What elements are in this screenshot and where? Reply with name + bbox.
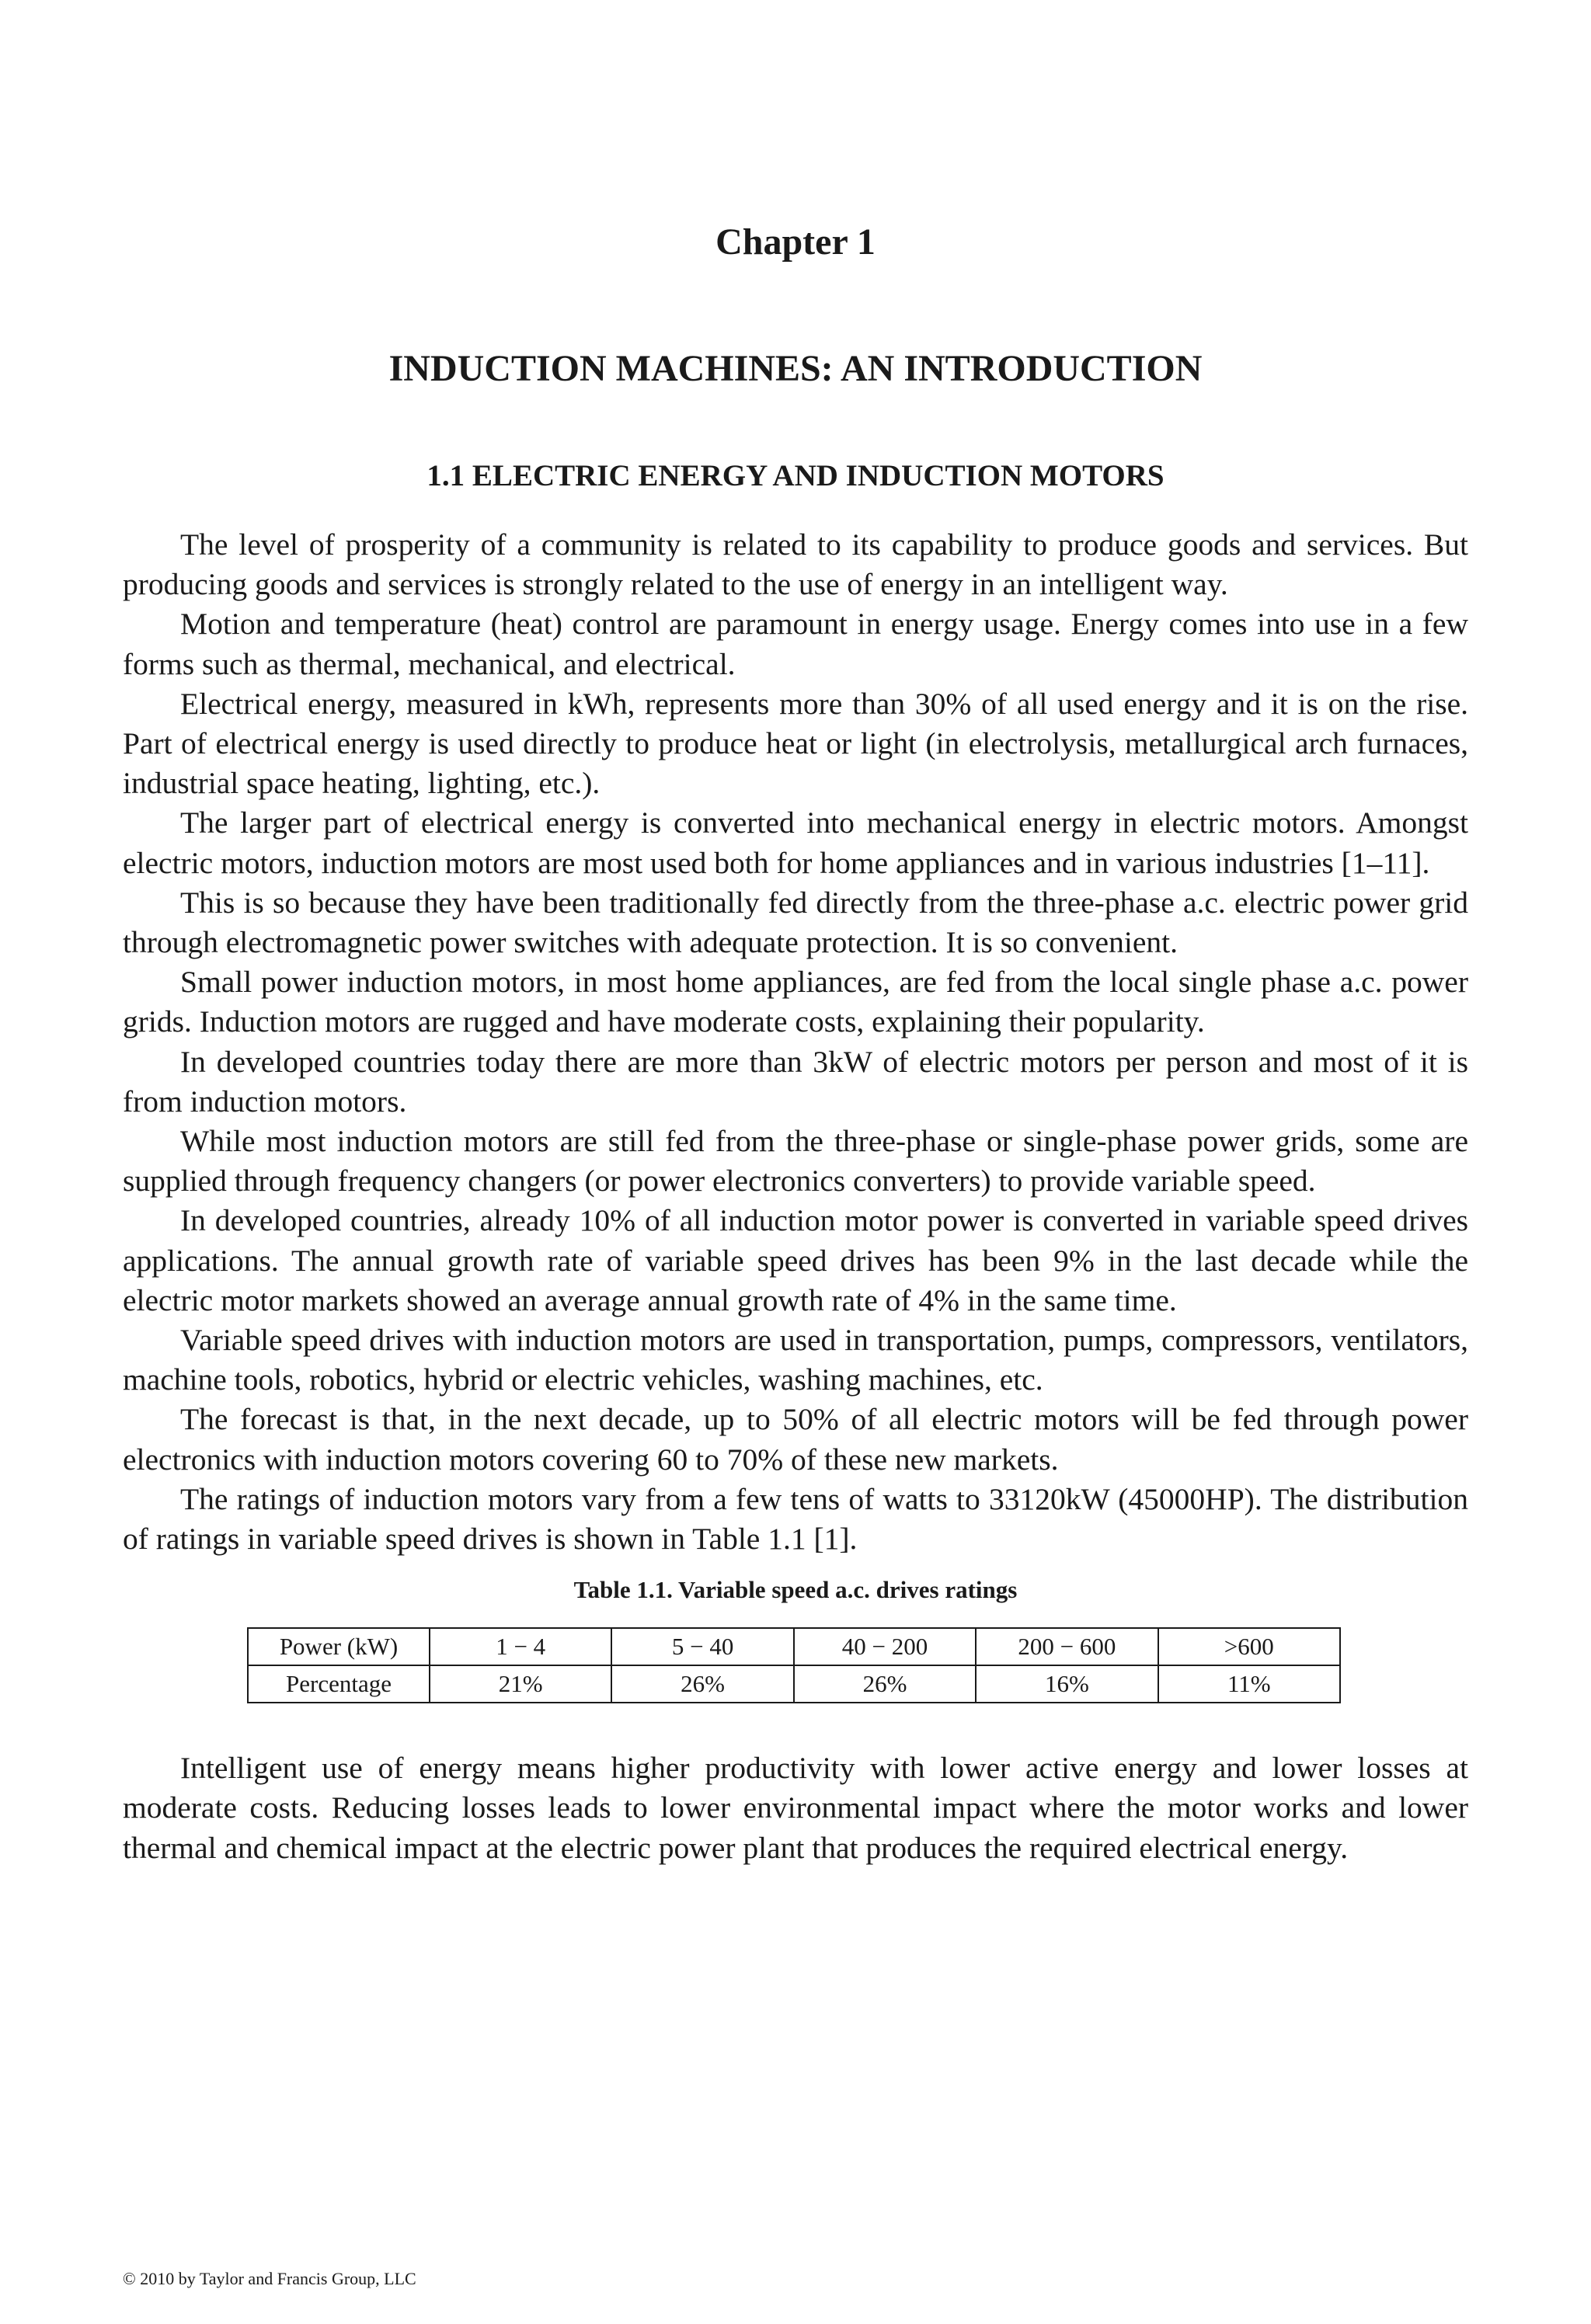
chapter-title: INDUCTION MACHINES: AN INTRODUCTION: [388, 348, 1203, 389]
paragraph: Electrical energy, measured in kWh, represents more than 30% of all used energy and it is on the rise. Part of electrical energy is used directly to produce heat or light (in electrolysis, metallurgical arch furnaces, industrial space heating, lighting, etc.).: [123, 686, 1468, 801]
paragraph: The ratings of induction motors vary from a few tens of watts to 33120kW (45000HP). The distribution of ratings in variable speed drives is shown in Table 1.1 [1].: [123, 1481, 1468, 1557]
table-row-power: [248, 1628, 1340, 1665]
table-cell-percentage: 21%: [430, 1665, 611, 1703]
table-cell-power: 5 − 40: [611, 1628, 793, 1665]
table-cell-percentage: 26%: [611, 1665, 793, 1703]
after-table-text: [123, 1748, 1468, 1868]
paragraph: Variable speed drives with induction motors are used in transportation, pumps, compressors, ventilators, machine tools, robotics, hybrid or electric vehicles, washing machines, etc.: [123, 1323, 1468, 1397]
book-page: [123, 0, 1468, 2324]
table-row-percentage: [248, 1665, 1340, 1703]
paragraph: The larger part of electrical energy is converted into mechanical energy in electric motors. Amongst electric motors, induction motors are most used both for home appliances and in various industries [1–11].: [123, 805, 1468, 880]
paragraph: Small power induction motors, in most home appliances, are fed from the local single phase a.c. power grids. Induction motors are rugged and have moderate costs, explaining their popularity.: [123, 965, 1468, 1039]
paragraph: The level of prosperity of a community is related to its capability to produce goods and services. But producing goods and services is strongly related to the use of energy in an intelligent way.: [123, 527, 1468, 602]
chapter-label: Chapter 1: [715, 221, 876, 263]
copyright-footer: © 2010 by Taylor and Francis Group, LLC: [123, 2269, 416, 2288]
paragraph: In developed countries, already 10% of all induction motor power is converted in variable speed drives applications. The annual growth rate of variable speed drives has been 9% in the last decade while the electric motor markets showed an average annual growth rate of 4% in the same time.: [123, 1203, 1468, 1317]
paragraph: While most induction motors are still fed from the three-phase or single-phase power grids, some are supplied through frequency changers (or power electronics converters) to provide variable speed.: [123, 1124, 1468, 1199]
ratings-table: [247, 1627, 1341, 1703]
paragraph: In developed countries today there are more than 3kW of electric motors per person and most of it is from induction motors.: [123, 1044, 1468, 1119]
row-header-percentage: Percentage: [248, 1665, 430, 1703]
paragraph: This is so because they have been traditionally fed directly from the three-phase a.c. electric power grid through electromagnetic power switches with adequate protection. It is so convenient.: [123, 885, 1468, 960]
paragraph: Motion and temperature (heat) control are paramount in energy usage. Energy comes into use in a few forms such as thermal, mechanical, and electrical.: [123, 607, 1468, 681]
paragraph: Intelligent use of energy means higher productivity with lower active energy and lower losses at moderate costs. Reducing losses leads to lower environmental impact where the motor works and lower thermal and chemical impact at the electric power plant that produces the required electrical energy.: [123, 1751, 1468, 1865]
body-text: [123, 525, 1468, 1868]
section-heading: 1.1 ELECTRIC ENERGY AND INDUCTION MOTORS: [426, 459, 1165, 492]
table-cell-power: 1 − 4: [430, 1628, 611, 1665]
table-cell-power: >600: [1158, 1628, 1340, 1665]
table-cell-percentage: 11%: [1158, 1665, 1340, 1703]
table-cell-power: 40 − 200: [794, 1628, 976, 1665]
paragraph: The forecast is that, in the next decade, up to 50% of all electric motors will be fed through power electronics with induction motors covering 60 to 70% of these new markets.: [123, 1402, 1468, 1477]
row-header-power: Power (kW): [248, 1628, 430, 1665]
table-caption: Table 1.1. Variable speed a.c. drives ratings: [573, 1576, 1018, 1604]
table-cell-percentage: 16%: [976, 1665, 1158, 1703]
table-cell-percentage: 26%: [794, 1665, 976, 1703]
table-cell-power: 200 − 600: [976, 1628, 1158, 1665]
